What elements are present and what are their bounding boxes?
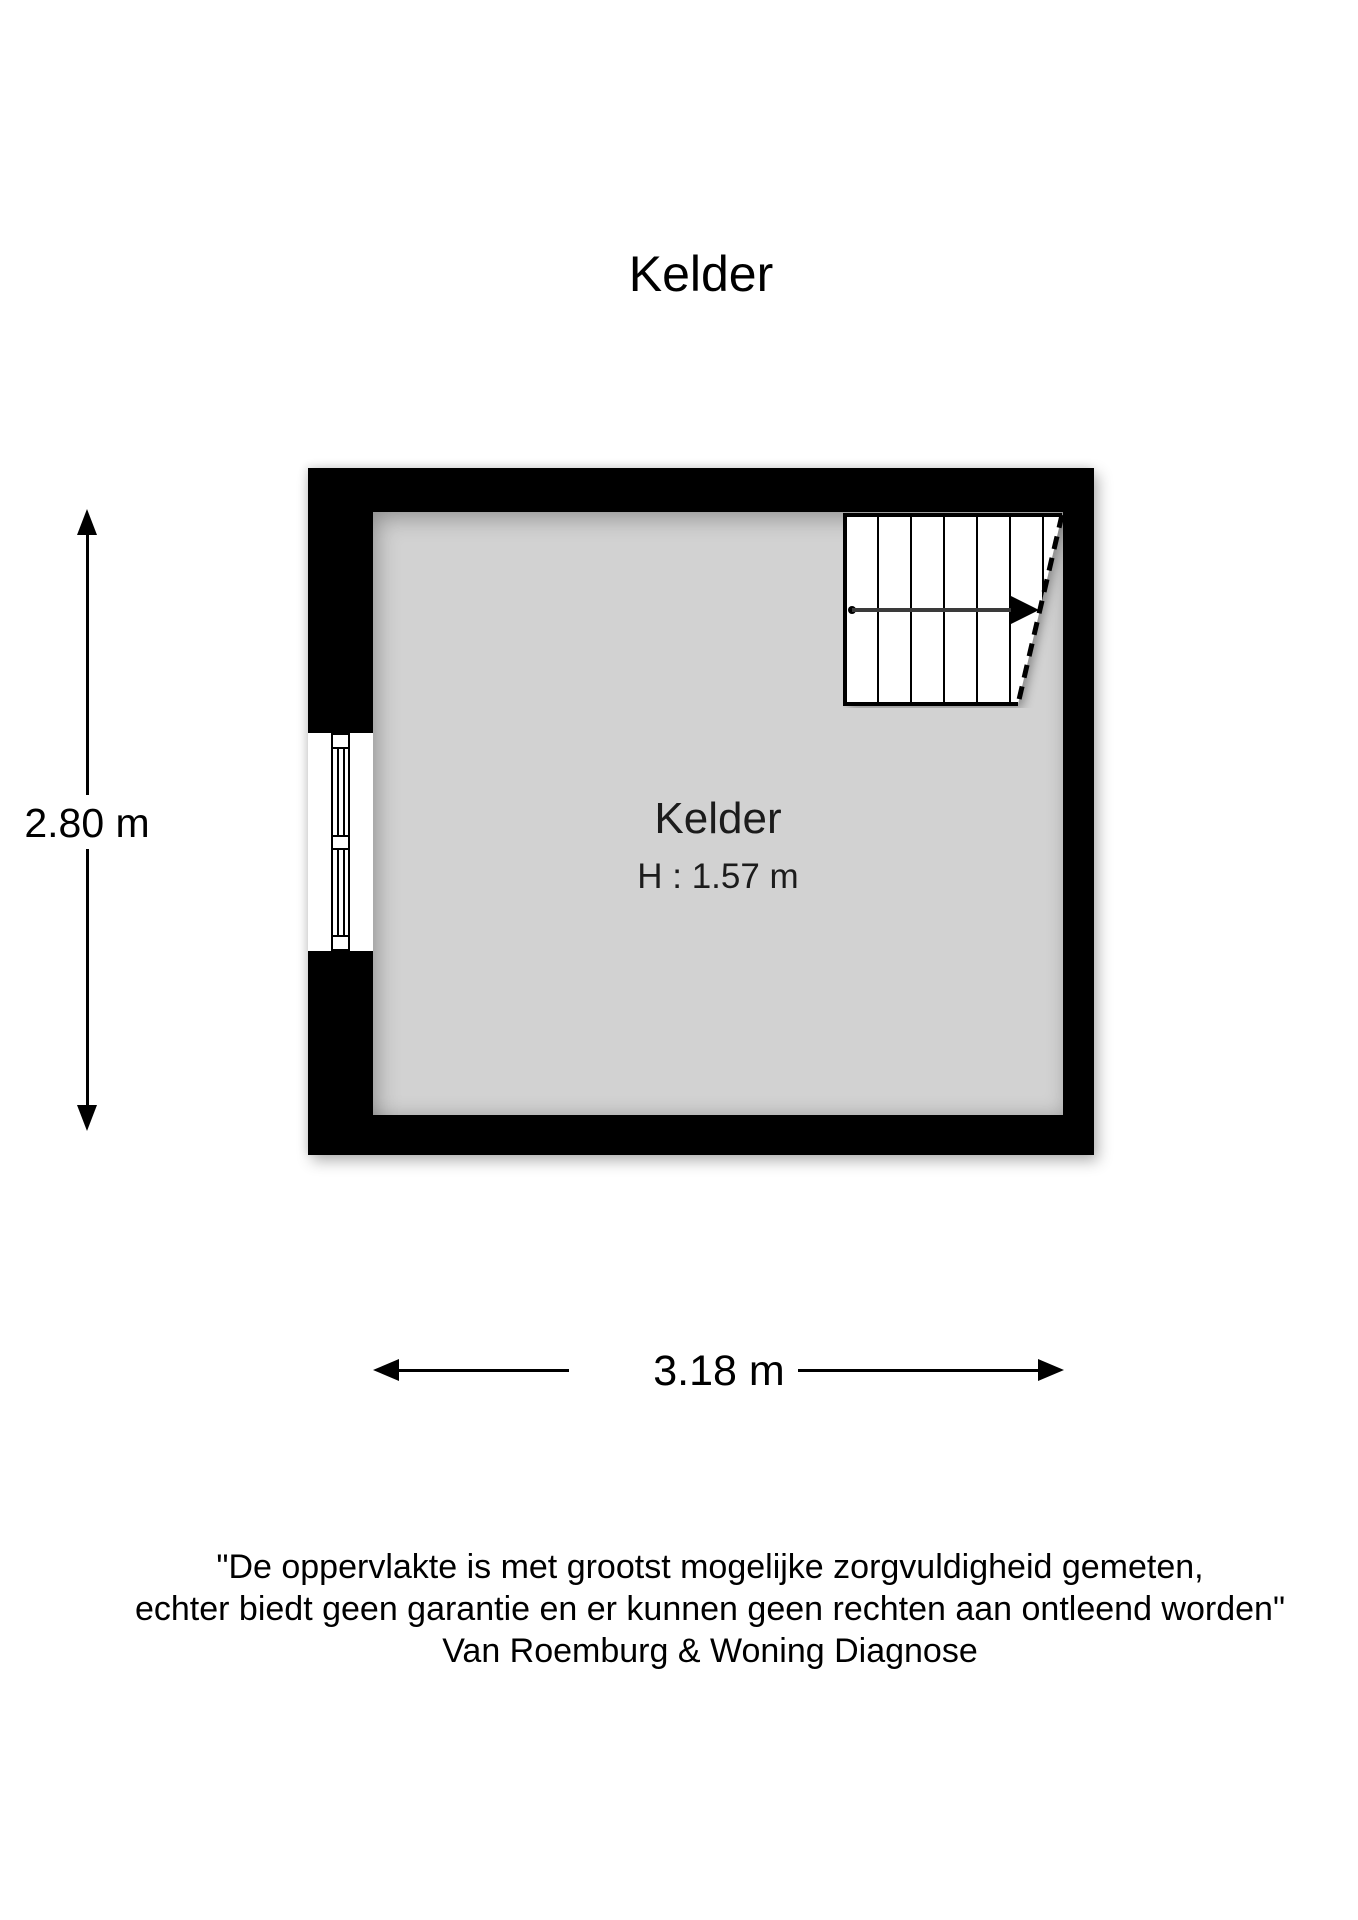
window-cap-bottom bbox=[331, 935, 350, 951]
vertical-dim-line-upper bbox=[86, 531, 89, 795]
vertical-dim-label: 2.80 m bbox=[0, 801, 174, 845]
disclaimer-line-1: "De oppervlakte is met grootst mogelijke zorgvuldigheid gemeten, bbox=[216, 1548, 1204, 1586]
horizontal-dim-line-right bbox=[798, 1369, 1041, 1372]
room-name-label: Kelder bbox=[654, 794, 782, 843]
stairs bbox=[843, 512, 1065, 708]
vertical-dim-line-lower bbox=[86, 849, 89, 1107]
room-label-block bbox=[373, 795, 1063, 897]
horizontal-dim-arrowhead-right-icon bbox=[1038, 1359, 1064, 1381]
horizontal-dim-label: 3.18 m bbox=[569, 1348, 869, 1394]
room-height-label: H : 1.57 m bbox=[637, 857, 799, 896]
page-title: Kelder bbox=[628, 246, 774, 302]
disclaimer-text bbox=[70, 1546, 1350, 1672]
disclaimer-line-3: Van Roemburg & Woning Diagnose bbox=[442, 1632, 978, 1670]
window-cap-middle bbox=[331, 835, 350, 850]
disclaimer-line-2: echter biedt geen garantie en er kunnen geen rechten aan ontleend worden" bbox=[134, 1590, 1286, 1628]
window-cap-top bbox=[331, 733, 350, 749]
vertical-dim-arrowhead-down-icon bbox=[77, 1105, 97, 1131]
